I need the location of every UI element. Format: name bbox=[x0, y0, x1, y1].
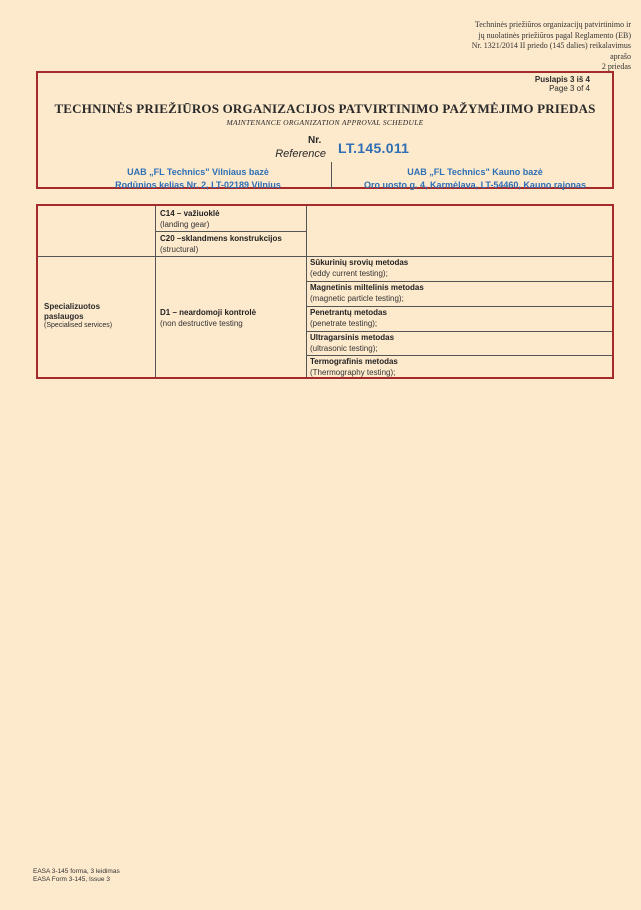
method-lt: Ultragarsinis metodas bbox=[310, 333, 395, 342]
cell-divider bbox=[155, 231, 307, 232]
method-ultrasonic bbox=[310, 333, 394, 354]
method-eddy-current bbox=[310, 258, 408, 279]
method-en: (ultrasonic testing); bbox=[310, 343, 378, 353]
approval-schedule-table bbox=[36, 204, 614, 379]
rating-c20 bbox=[160, 234, 282, 255]
cell-divider bbox=[306, 355, 612, 356]
reference-nr-label: Nr. bbox=[308, 135, 322, 146]
method-lt: Magnetinis miltelinis metodas bbox=[310, 283, 424, 292]
regulation-note bbox=[401, 20, 631, 73]
site-kaunas-name: UAB „FL Technics" Kauno bazė bbox=[407, 167, 543, 177]
site-vilnius-name: UAB „FL Technics" Vilniaus bazė bbox=[127, 167, 269, 177]
category-specialised-services bbox=[44, 302, 112, 331]
method-lt: Termografinis metodas bbox=[310, 357, 398, 366]
page-number-en: Page 3 of 4 bbox=[549, 84, 590, 93]
rating-c20-en: (structural) bbox=[160, 244, 199, 254]
page-number-lt: Puslapis 3 iš 4 bbox=[534, 75, 590, 84]
method-en: (penetrate testing); bbox=[310, 318, 378, 328]
site-kaunas bbox=[340, 166, 610, 192]
class-d1 bbox=[160, 308, 256, 329]
class-d1-en: (non destructive testing bbox=[160, 318, 243, 328]
regulation-note-line: Techninės priežiūros organizacijų patvirtinimo ir bbox=[474, 20, 631, 29]
regulation-note-line: 2 priedas bbox=[601, 62, 631, 71]
footer-form-lt: EASA 3-145 forma, 3 leidimas bbox=[33, 868, 120, 875]
cell-divider bbox=[306, 306, 612, 307]
rating-c14 bbox=[160, 209, 220, 230]
method-thermography bbox=[310, 357, 398, 378]
rating-c14-en: (landing gear) bbox=[160, 219, 210, 229]
cell-divider bbox=[306, 331, 612, 332]
method-en: (eddy current testing); bbox=[310, 268, 388, 278]
site-vilnius bbox=[88, 166, 308, 192]
sites-divider bbox=[331, 162, 332, 189]
category-en: (Specialised services) bbox=[44, 322, 113, 329]
site-kaunas-address: Oro uosto g. 4, Karmėlava, LT-54460, Kauno rajonas bbox=[364, 180, 586, 190]
document-subtitle: MAINTENANCE ORGANIZATION APPROVAL SCHEDULE bbox=[226, 118, 424, 127]
regulation-note-line: aprašo bbox=[610, 51, 631, 61]
site-vilnius-address: Rodūnios kelias Nr. 2, LT-02189 Vilnius bbox=[115, 180, 281, 190]
footer-form-en: EASA Form 3-145, Issue 3 bbox=[33, 875, 110, 883]
method-en: (Thermography testing); bbox=[310, 367, 396, 377]
method-lt: Sūkurinių srovių metodas bbox=[310, 258, 409, 267]
method-lt: Penetrantų metodas bbox=[310, 308, 387, 317]
method-magnetic-particle bbox=[310, 283, 424, 304]
row-divider bbox=[38, 256, 612, 257]
page-number bbox=[535, 75, 590, 93]
reference-label: Reference bbox=[275, 148, 326, 160]
form-footer bbox=[33, 868, 120, 883]
cell-divider bbox=[306, 281, 612, 282]
regulation-note-line: Nr. 1321/2014 II priedo (145 dalies) reikalavimus bbox=[471, 41, 631, 50]
category-lt-line2: paslaugos bbox=[44, 311, 84, 321]
class-d1-lt: D1 – neardomoji kontrolė bbox=[160, 308, 257, 317]
regulation-note-line: jų nuolatinės priežiūros pagal Reglamento (EB) bbox=[478, 30, 631, 40]
rating-c14-lt: C14 – važiuoklė bbox=[160, 209, 220, 218]
document-title: TECHNINĖS PRIEŽIŪROS ORGANIZACIJOS PATVIRTINIMO PAŽYMĖJIMO PRIEDAS bbox=[54, 101, 596, 116]
method-penetrant bbox=[310, 308, 387, 329]
category-lt-line1: Specializuotos bbox=[44, 302, 101, 311]
rating-c20-lt: C20 –sklandmens konstrukcijos bbox=[160, 234, 282, 243]
schedule-header bbox=[36, 71, 614, 189]
reference-number: LT.145.011 bbox=[338, 140, 410, 156]
method-en: (magnetic particle testing); bbox=[310, 293, 404, 303]
